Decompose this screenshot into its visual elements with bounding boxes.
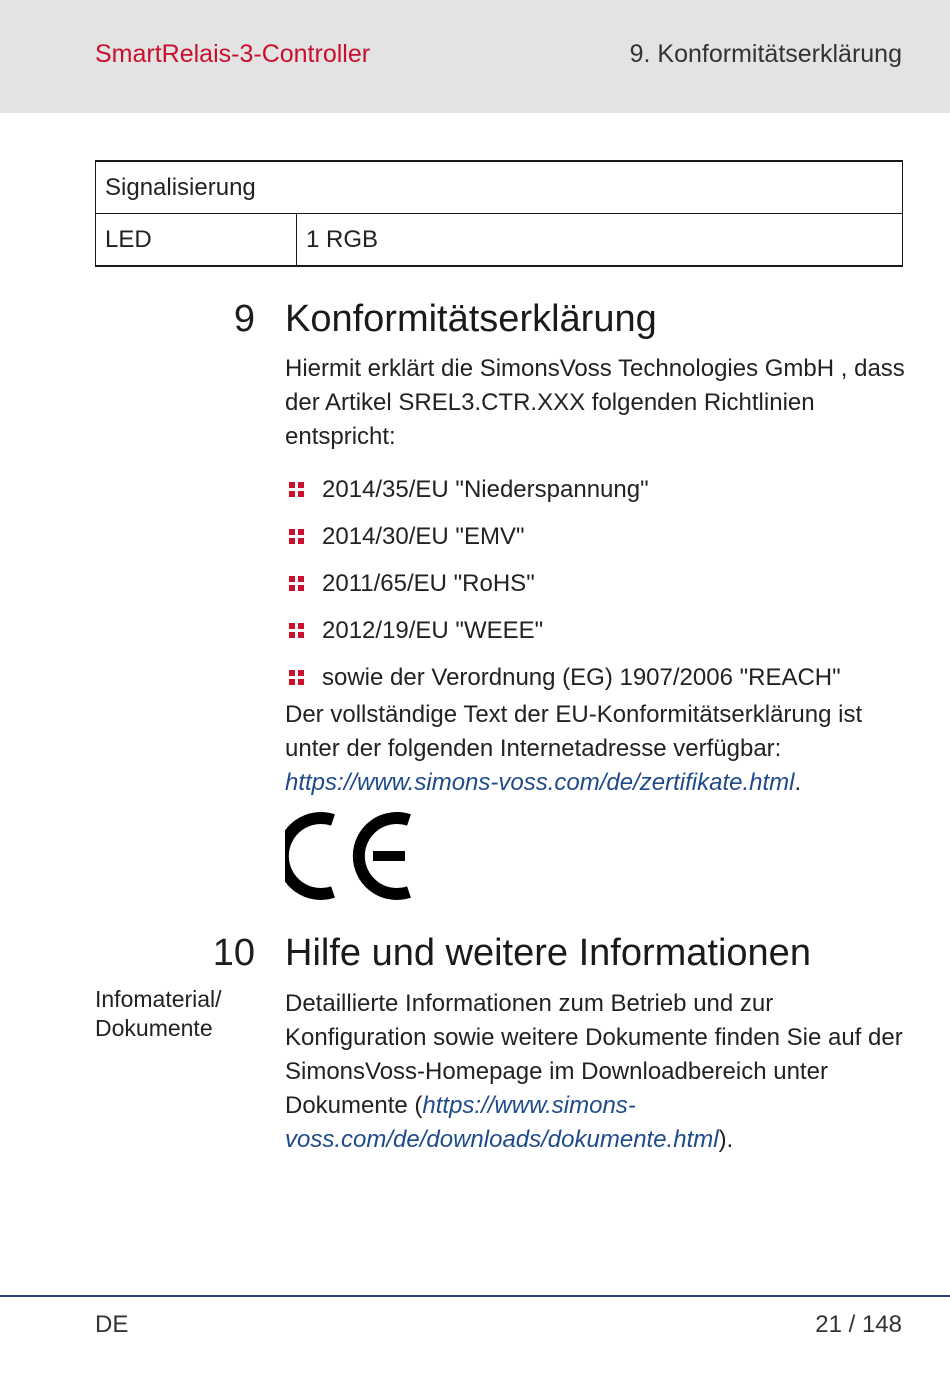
help-paragraph	[285, 987, 910, 1157]
certificate-link[interactable]: https://www.simons-voss.com/de/zertifikate.html	[285, 769, 795, 796]
section-title: Konformitätserklärung	[285, 298, 657, 340]
table-row	[96, 214, 903, 267]
bullet-icon	[289, 670, 304, 685]
bullet-icon	[289, 482, 304, 497]
table-heading: Signalisierung	[96, 161, 903, 214]
bullet-icon	[289, 623, 304, 638]
section-title: Hilfe und weitere Informationen	[285, 932, 811, 974]
table-cell-label: LED	[96, 214, 297, 267]
product-title: SmartRelais-3-Controller	[95, 40, 371, 68]
list-item-text: sowie der Verordnung (EG) 1907/2006 "REACH"	[322, 663, 841, 691]
list-item-text: 2012/19/EU "WEEE"	[322, 616, 544, 644]
closing-text: Der vollständige Text der EU-Konformitätserklärung ist unter der folgenden Internetadresse verfügbar:	[285, 701, 863, 762]
section-number: 10	[212, 932, 255, 974]
list-item-text: 2014/30/EU "EMV"	[322, 522, 525, 550]
closing-period: .	[794, 769, 802, 796]
ce-mark-icon	[285, 808, 415, 904]
signalisierung-table	[95, 160, 903, 267]
list-item	[289, 607, 841, 654]
list-item	[289, 560, 841, 607]
page-header	[0, 0, 950, 113]
downloads-link[interactable]: https://www.simons-voss.com/de/downloads/dokumente.html	[285, 1092, 719, 1153]
section-number: 9	[233, 298, 255, 340]
list-item	[289, 513, 841, 560]
list-item	[289, 654, 841, 701]
bullet-icon	[289, 576, 304, 591]
help-text: Detaillierte Informationen zum Betrieb und zur Konfiguration sowie weitere Dokumente finden Sie auf der SimonsVoss-Homepage im Downloadbereich unter Dokumente (	[285, 990, 903, 1119]
directive-list	[289, 466, 841, 701]
help-text-end: ).	[718, 1126, 734, 1153]
margin-note: Infomaterial/ Dokumente	[95, 986, 222, 1041]
list-item	[289, 466, 841, 513]
footer-language: DE	[95, 1311, 129, 1338]
bullet-icon	[289, 529, 304, 544]
chapter-title: 9. Konformitätserklärung	[629, 40, 902, 68]
page-number: 21 / 148	[815, 1311, 902, 1338]
intro-paragraph: Hiermit erklärt die SimonsVoss Technologies GmbH , dass der Artikel SREL3.CTR.XXX folgenden Richtlinien entspricht:	[285, 355, 905, 450]
list-item-text: 2011/65/EU "RoHS"	[322, 569, 535, 597]
footer-divider	[0, 1295, 950, 1297]
closing-paragraph	[285, 698, 910, 800]
list-item-text: 2014/35/EU "Niederspannung"	[322, 475, 649, 503]
table-cell-value: 1 RGB	[297, 214, 903, 267]
